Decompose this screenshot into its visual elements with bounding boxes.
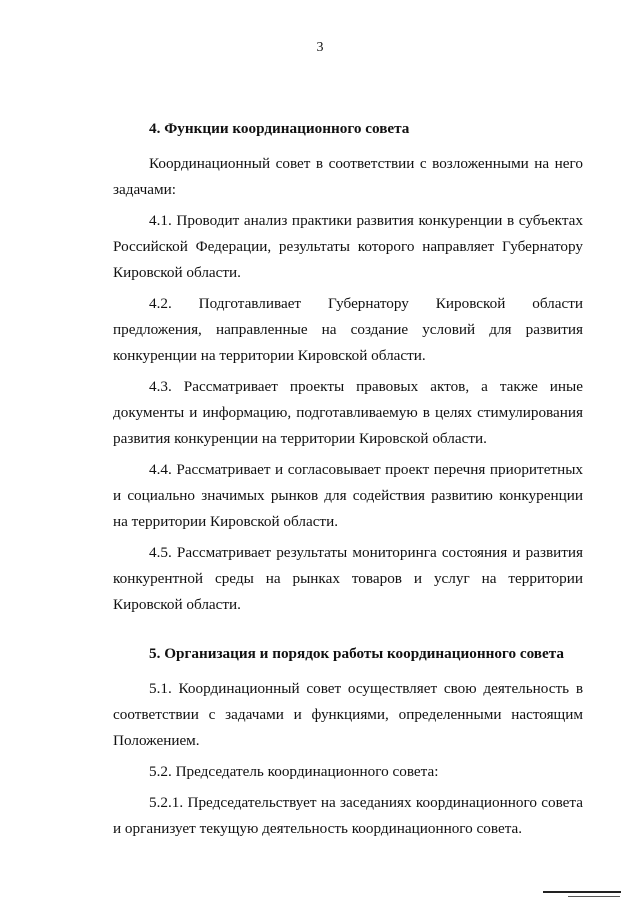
- clause-4-1: 4.1. Проводит анализ практики развития конкуренции в субъектах Российской Федерации, результаты которого направляет Губернатору Кировской области.: [113, 212, 583, 281]
- footer-rule-secondary: [568, 896, 620, 897]
- clause-5-1: 5.1. Координационный совет осуществляет свою деятельность в соответствии с задачами и функциями, определенными настоящим Положением.: [113, 680, 583, 749]
- clause-5-2: 5.2. Председатель координационного совета:: [149, 763, 439, 780]
- clause-4-5: 4.5. Рассматривает результаты мониторинга состояния и развития конкурентной среды на рынках товаров и услуг на территории Кировской области.: [113, 544, 583, 613]
- section-5-heading: 5. Организация и порядок работы координационного совета: [149, 645, 564, 662]
- clause-5-2-1: 5.2.1. Председательствует на заседаниях координационного совета и организует текущую деятельность координационного совета.: [113, 794, 583, 837]
- document-body: [113, 116, 583, 847]
- section-4-heading: 4. Функции координационного совета: [149, 120, 410, 137]
- section-4-intro: Координационный совет в соответствии с возложенными на него задачами:: [113, 155, 583, 198]
- page-number: 3: [316, 40, 324, 55]
- clause-4-4: 4.4. Рассматривает и согласовывает проект перечня приоритетных и социально значимых рынков для содействия развитию конкуренции на территории Кировской области.: [113, 461, 583, 530]
- clause-4-2: 4.2. Подготавливает Губернатору Кировской области предложения, направленные на создание условий для развития конкуренции на территории Кировской области.: [113, 295, 583, 364]
- clause-4-3: 4.3. Рассматривает проекты правовых актов, а также иные документы и информацию, подготавливаемую в целях стимулирования развития конкуренции на территории Кировской области.: [113, 378, 583, 447]
- footer-rule: [543, 891, 621, 893]
